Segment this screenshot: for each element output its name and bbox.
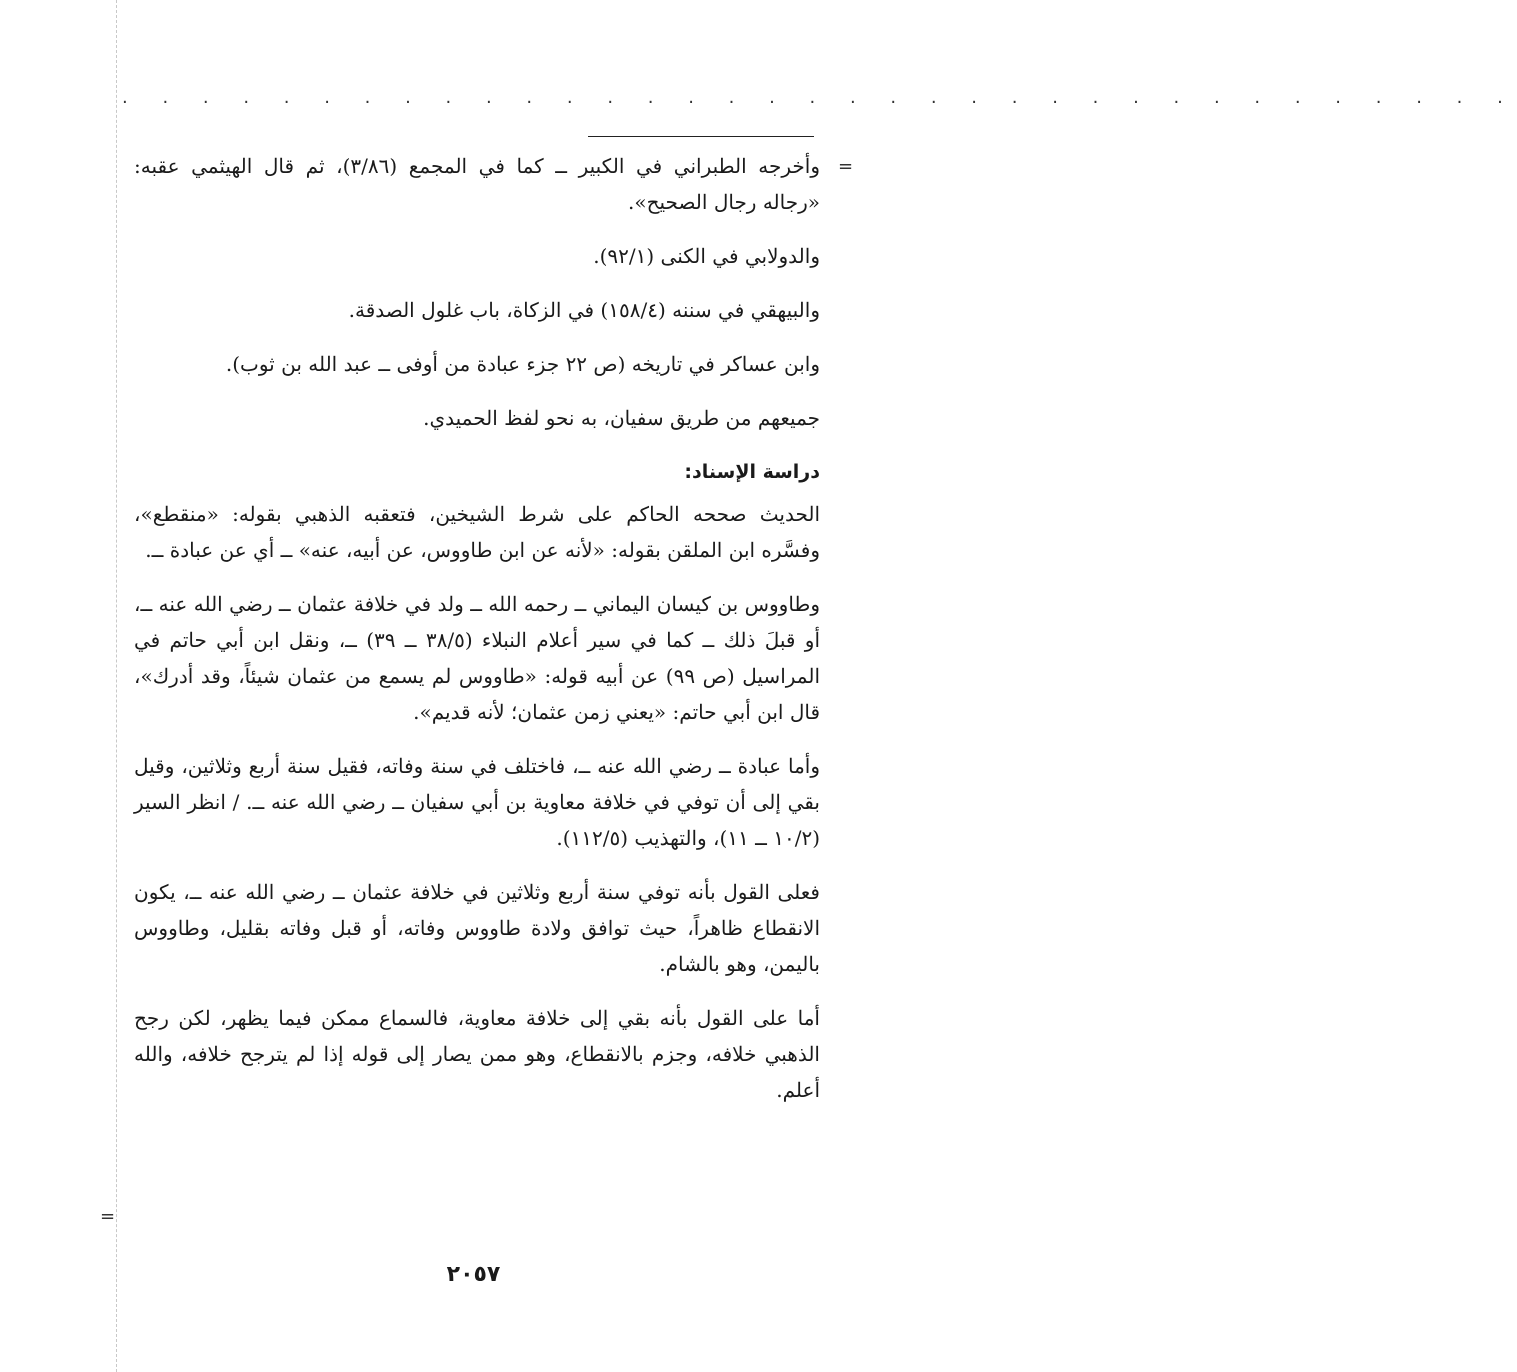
page-number: ٢٠٥٧: [446, 1262, 501, 1287]
body-paragraph: وطاووس بن كيسان اليماني ــ رحمه الله ــ ولد في خلافة عثمان ــ رضي الله عنه ــ، أو قبلَ ذلك ــ كما في سير أعلام النبلاء (٣٨/٥ ــ ٣٩) ــ، ونقل ابن أبي حاتم في المراسيل (ص ٩٩) عن أبيه قوله: «طاووس لم يسمع من عثمان شيئاً، وقد أدرك»، قال ابن أبي حاتم: «يعني زمن عثمان؛ لأنه قديم».: [134, 592, 821, 724]
section-heading: دراسة الإسناد:: [684, 461, 820, 483]
margin-mark-left: =: [100, 1206, 116, 1227]
margin-mark-right: =: [838, 156, 854, 177]
footnote-bayhaqi: والبيهقي في سننه (١٥٨/٤) في الزكاة، باب غلول الصدقة.: [348, 298, 820, 322]
footnote-rule: [588, 136, 814, 137]
body-paragraph: الحديث صححه الحاكم على شرط الشيخين، فتعقبه الذهبي بقوله: «منقطع»، وفسَّره ابن الملقن بقوله: «لأنه عن ابن طاووس، عن أبيه، عنه» ــ أي عن عبادة ــ.: [134, 502, 820, 562]
footnote-tabarani: وأخرجه الطبراني في الكبير ــ كما في المجمع (٣/٨٦)، ثم قال الهيثمي عقبه: «رجاله رجال الصحيح».: [134, 154, 820, 214]
top-dotted-separator: · · · · · · · · · · · · · · · · · · · · · · · · · · · · · · · · · · ·: [122, 92, 1517, 113]
body-paragraph: وأما عبادة ــ رضي الله عنه ــ، فاختلف في سنة وفاته، فقيل سنة أربع وثلاثين، وقيل بقي إلى أن توفي في خلافة معاوية بن أبي سفيان ــ رضي الله عنه ــ. / انظر السير (١٠/٢ ــ ١١)، والتهذيب (١١٢/٥).: [134, 754, 820, 850]
body-paragraph: أما على القول بأنه بقي إلى خلافة معاوية، فالسماع ممكن فيما يظهر، لكن رجح الذهبي خلافه، وجزم بالانقطاع، وهو ممن يصار إلى قوله إذا لم يترجح خلافه، والله أعلم.: [134, 1006, 820, 1102]
footnote-dulabi: والدولابي في الكنى (٩٢/١).: [593, 244, 820, 268]
body-paragraph: فعلى القول بأنه توفي سنة أربع وثلاثين في خلافة عثمان ــ رضي الله عنه ــ، يكون الانقطاع ظاهراً، حيث توافق ولادة طاووس وفاته، أو قبل وفاته بقليل، وطاووس باليمن، وهو بالشام.: [134, 880, 820, 976]
footnote-ibn-asakir: وابن عساكر في تاريخه (ص ٢٢ جزء عبادة من أوفى ــ عبد الله بن ثوب).: [225, 352, 820, 376]
page-edge-line: [116, 0, 117, 1372]
footnote-summary: جميعهم من طريق سفيان، به نحو لفظ الحميدي.: [423, 406, 820, 430]
page-content: [134, 148, 820, 1126]
